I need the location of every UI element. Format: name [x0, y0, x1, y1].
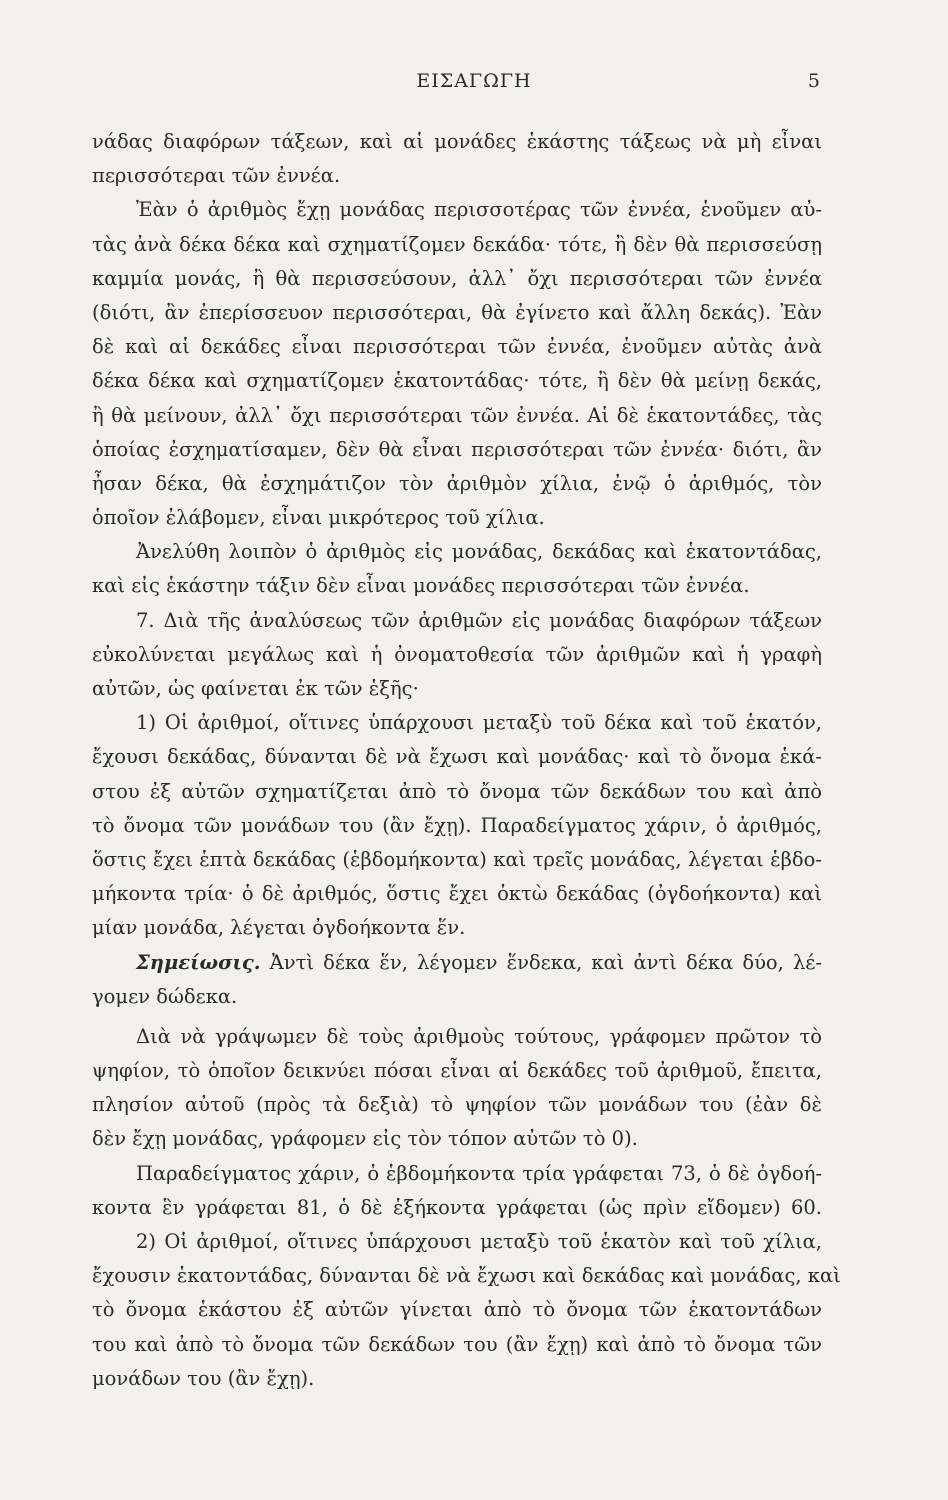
text-line: ἦσαν δέκα, θὰ ἐσχημάτιζον τὸν ἀριθμὸν χίλια, ἐνῷ ὁ ἀριθμός, τὸν: [92, 471, 822, 495]
text-line: πλησίον αὐτοῦ (πρὸς τὰ δεξιὰ) τὸ ψηφίον τῶν μονάδων του (ἐὰν δὲ: [92, 1093, 822, 1117]
remark-label: Σημείωσις.: [136, 950, 261, 974]
text-line: Ἐὰν ὁ ἀριθμὸς ἔχῃ μονάδας περισσοτέρας τῶν ἐννέα, ἑνοῦμεν αὐ-: [136, 198, 822, 222]
text-line: εὐκολύνεται μεγάλως καὶ ἡ ὀνοματοθεσία τῶν ἀριθμῶν καὶ ἡ γραφὴ: [92, 642, 822, 666]
text-line: αὐτῶν, ὡς φαίνεται ἐκ τῶν ἑξῆς·: [92, 677, 419, 700]
text-line: τὸ ὄνομα τῶν μονάδων του (ἂν ἔχῃ). Παραδείγματος χάριν, ὁ ἀριθμός,: [92, 813, 822, 837]
text-line: του καὶ ἀπὸ τὸ ὄνομα τῶν δεκάδων του (ἂν ἔχῃ) καὶ ἀπὸ τὸ ὄνομα τῶν: [92, 1332, 822, 1356]
text-line: περισσότεραι τῶν ἐννέα.: [92, 164, 341, 188]
text-line: δέκα δέκα καὶ σχηματίζομεν ἑκατοντάδας· τότε, ἢ δὲν θὰ μείνῃ δεκάς,: [92, 369, 822, 393]
text-line: Διὰ νὰ γράψωμεν δὲ τοὺς ἀριθμοὺς τούτους, γράφομεν πρῶτον τὸ: [136, 1024, 822, 1048]
text-line: δὲ καὶ αἱ δεκάδες εἶναι περισσότεραι τῶν ἐννέα, ἑνοῦμεν αὐτὰς ἀνὰ: [92, 335, 822, 359]
text-line: ὁποῖον ἐλάβομεν, εἶναι μικρότερος τοῦ χίλια.: [92, 506, 545, 530]
text-line: στου ἐξ αὐτῶν σχηματίζεται ἀπὸ τὸ ὄνομα τῶν δεκάδων του καὶ ἀπὸ: [92, 779, 822, 803]
text-line: Ἀνελύθη λοιπὸν ὁ ἀριθμὸς εἰς μονάδας, δεκάδας καὶ ἑκατοντάδας,: [136, 540, 822, 564]
text-line: ὁποίας ἐσχηματίσαμεν, δὲν θὰ εἶναι περισσότεραι τῶν ἐννέα· διότι, ἂν: [92, 437, 822, 461]
text-line: 2) Οἱ ἀριθμοί, οἵτινες ὑπάρχουσι μεταξὺ τοῦ ἑκατὸν καὶ τοῦ χίλια,: [136, 1230, 822, 1253]
body-text: [92, 125, 841, 1396]
remark-text: Ἀντὶ δέκα ἕν, λέγομεν ἕνδεκα, καὶ ἀντὶ δέκα δύο, λέ-: [269, 950, 822, 974]
text-line: (διότι, ἂν ἐπερίσσευον περισσότεραι, θὰ ἐγίνετο καὶ ἄλλη δεκάς). Ἐὰν: [92, 300, 822, 324]
text-line: ἢ θὰ μείνουν, ἀλλ᾽ ὄχι περισσότεραι τῶν ἐννέα. Αἱ δὲ ἑκατοντάδες, τὰς: [92, 403, 822, 427]
text-line: μήκοντα τρία· ὁ δὲ ἀριθμός, ὅστις ἔχει ὀκτὼ δεκάδας (ὀγδοήκοντα) καὶ: [92, 882, 822, 906]
text-line: μονάδων του (ἂν ἔχῃ).: [92, 1366, 315, 1390]
text-line: μίαν μονάδα, λέγεται ὀγδοήκοντα ἕν.: [92, 916, 466, 940]
remark-line: [92, 946, 822, 980]
remark-line-continued: γομεν δώδεκα.: [92, 984, 238, 1008]
text-line: ἔχουσιν ἑκατοντάδας, δύνανται δὲ νὰ ἔχωσι καὶ δεκάδας καὶ μονάδας, καὶ: [92, 1264, 841, 1288]
text-line: καμμία μονάς, ἢ θὰ περισσεύσουν, ἀλλ᾽ ὄχι περισσότεραι τῶν ἐννέα: [92, 266, 822, 290]
text-line: καὶ εἰς ἑκάστην τάξιν δὲν εἶναι μονάδες περισσότεραι τῶν ἐννέα.: [92, 574, 750, 598]
chapter-title: ΕΙΣΑΓΩΓΗ: [416, 70, 532, 92]
text-line: τὸ ὄνομα ἑκάστου ἐξ αὐτῶν γίνεται ἀπὸ τὸ ὄνομα τῶν ἑκατοντάδων: [92, 1298, 822, 1322]
page-number: 5: [807, 70, 820, 92]
text-block-examples: [92, 1020, 841, 1396]
text-line: 7. Διὰ τῆς ἀναλύσεως τῶν ἀριθμῶν εἰς μονάδας διαφόρων τάξεων: [136, 608, 822, 632]
running-head: [0, 70, 948, 100]
text-line: τὰς ἀνὰ δέκα δέκα καὶ σχηματίζομεν δεκάδα· τότε, ἢ δὲν θὰ περισσεύσῃ: [92, 232, 822, 256]
text-line: νάδας διαφόρων τάξεων, καὶ αἱ μονάδες ἑκάστης τάξεως νὰ μὴ εἶναι: [92, 130, 822, 153]
text-line: δὲν ἔχῃ μονάδας, γράφομεν εἰς τὸν τόπον αὐτῶν τὸ 0).: [92, 1127, 638, 1151]
text-block-main: [92, 125, 822, 946]
text-line: κοντα ἓν γράφεται 81, ὁ δὲ ἑξήκοντα γράφεται (ὡς πρὶν εἴδομεν) 60.: [92, 1195, 822, 1219]
text-line: ψηφίον, τὸ ὁποῖον δεικνύει πόσαι εἶναι αἱ δεκάδες τοῦ ἀριθμοῦ, ἔπειτα,: [92, 1059, 822, 1083]
text-line: ὅστις ἔχει ἑπτὰ δεκάδας (ἑβδομήκοντα) καὶ τρεῖς μονάδας, λέγεται ἑβδο-: [92, 847, 822, 871]
text-line: 1) Οἱ ἀριθμοί, οἵτινες ὑπάρχουσι μεταξὺ τοῦ δέκα καὶ τοῦ ἑκατόν,: [136, 711, 822, 735]
text-line: ἔχουσι δεκάδας, δύνανται δὲ νὰ ἔχωσι καὶ μονάδας· καὶ τὸ ὄνομα ἑκά-: [92, 745, 822, 769]
text-line: Παραδείγματος χάριν, ὁ ἑβδομήκοντα τρία γράφεται 73, ὁ δὲ ὀγδοή-: [136, 1161, 822, 1185]
